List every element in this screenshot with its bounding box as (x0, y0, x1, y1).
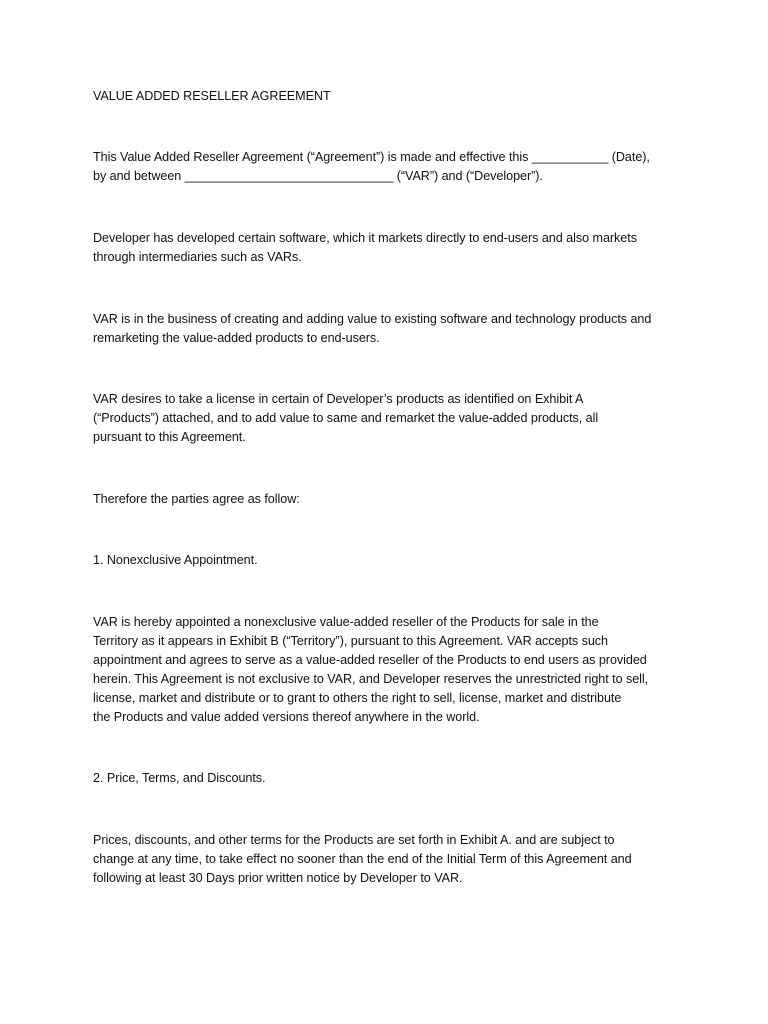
section-1-heading: 1. Nonexclusive Appointment. (93, 553, 258, 567)
section-2-line-2: change at any time, to take effect no sooner than the end of the Initial Term of this Agreement and (93, 852, 632, 866)
section-1-line-1: VAR is hereby appointed a nonexclusive value-added reseller of the Products for sale in the (93, 615, 599, 629)
recital-3-line-3: pursuant to this Agreement. (93, 430, 246, 444)
section-2-line-3: following at least 30 Days prior written notice by Developer to VAR. (93, 871, 463, 885)
section-2-line-1: Prices, discounts, and other terms for the Products are set forth in Exhibit A. and are subject to (93, 833, 615, 847)
recital-1-line-2: through intermediaries such as VARs. (93, 250, 302, 264)
document-title: VALUE ADDED RESELLER AGREEMENT (93, 89, 331, 103)
recital-2-line-1: VAR is in the business of creating and adding value to existing software and technology products and (93, 312, 652, 326)
recital-3-line-1: VAR desires to take a license in certain of Developer’s products as identified on Exhibit A (93, 392, 584, 406)
intro-line-1: This Value Added Reseller Agreement (“Agreement”) is made and effective this ___________ (Date), (93, 150, 650, 164)
section-1-line-2: Territory as it appears in Exhibit B (“Territory”), pursuant to this Agreement. VAR accepts such (93, 634, 609, 648)
recital-2-line-2: remarketing the value-added products to end-users. (93, 331, 380, 345)
recital-3-line-2: (“Products”) attached, and to add value to same and remarket the value-added products, all (93, 411, 599, 425)
section-1-line-5: license, market and distribute or to grant to others the right to sell, license, market and distribute (93, 691, 622, 705)
recital-1-line-1: Developer has developed certain software, which it markets directly to end-users and also markets (93, 231, 637, 245)
section-1-line-4: herein. This Agreement is not exclusive to VAR, and Developer reserves the unrestricted right to sell, (93, 672, 649, 686)
section-1-line-3: appointment and agrees to serve as a value-added reseller of the Products to end users as provided (93, 653, 647, 667)
therefore-clause: Therefore the parties agree as follow: (93, 492, 300, 506)
section-2-heading: 2. Price, Terms, and Discounts. (93, 771, 266, 785)
intro-line-2: by and between ______________________________ (“VAR”) and (“Developer”). (93, 169, 543, 183)
section-1-line-6: the Products and value added versions thereof anywhere in the world. (93, 710, 480, 724)
